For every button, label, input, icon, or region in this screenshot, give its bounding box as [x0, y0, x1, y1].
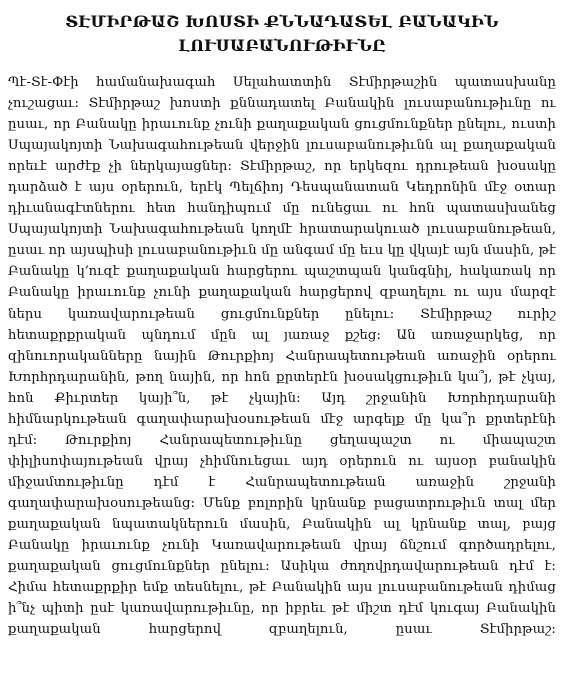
- article-body-paragraph: Պէ-Տէ-Փէի համանախագահ Սելահատտին Տէմիրթաշին պատասխանը չուշացաւ։ Տէմիրթաշ խոստի քննադատել Բանակին լուսաբանութիւնը ու ըսաւ, որ Բանակը իրաւունք չունի քաղաքական ցուցմունքներ ընելու, ուստի Սպայակոյտի Նախագահութեան վերջին լուսաբանութիւնն ալ քաղաքական որեւէ արժէք չի ներկայացներ։ Տէմիրթաշ, որ երկեզու դրութեան խօսակը դարձած է այս օրերուն, երէկ Պելճիոյ Դեսպանատան Կեդրոնին մէջ օտար դիւանագէտներու հետ հանդիպում մը ունեցաւ ու հոն պատասխանեց Սպայակոյտի Նախագահութեան կողմէ հրատարակուած լուսաբանութեան, ըսաւ որ այսպիսի լուսաբանութիւն մը անգամ մը եւս կը վկայէ այն մասին, թէ Բանակը կ՚ուզէ քաղաքական հարցերու պաշտպան կանգնիլ, հակառակ որ Բանակը իրաւունք չունի քաղաքական հարցերով զբաղելու ու այս մարզէ ներս կառավարութեան ցուցմունքներ ընելու։ Տէմիրթաշ ուրիշ հետաքրքրական պնդում մըն ալ յառաջ քշեց։ Ան առաջարկեց, որ զինուորականները նային Թուրքիոյ Հանրապետութեան առաջին օրերու Խորհրդարանին, թող նային, որ հոն քրտերէն խօսակցութիւն կա՞յ, թէ չկայ, հոն Քիւրտեր կայի՞ն, թէ չկային։ Այդ շրջանին Խորհրդարանի հիմնարկութեան գաղափարախօսութեան մէջ արգելք մը կա՞ր քրտերէնի դէմ։ Թուրքիոյ Հանրապետութիւնը ցեղապաշտ ու միապաշտ փիլիսոփայութեան վրայ չհիմնուեցաւ այդ օրերուն ու այսօր բանակին միջամտութիւնը դէմ է Հանրապետութեան առաջին շրջանի գաղափարախօսութեանց։ Մենք բոլորին կրնանք բացատրութիւն տալ մեր քաղաքական նպատակներուն մասին, Բանակին ալ կրնանք տալ, բայց Բանակը իրաւունք չունի Կառավարութեան վրայ ճնշում գործադրելու, քաղաքական ցուցմունքներ ընելու։ Ասիկա ժողովրդավարութեան դէմ է։ Հիմա հետաքրքիր եմք տեսնելու, թէ Բանակին այս լուսաբանութեան դիմաց ի՞նչ պիտի ըսէ կառավարութիւնը, որ իբրեւ թէ միշտ դէմ կուգայ Բանակին քաղաքական հարցերով զբաղելուն, ըսաւ Տէմիրթաշ։: [8, 75, 556, 638]
- article-title-line-2: ԼՈՒՍԱԲԱՆՈՒԹԻՒՆԸ: [178, 36, 386, 55]
- article-title: [8, 10, 556, 58]
- article-title-line-1: ՏԷՄԻՐԹԱՇ ԽՈՍՏԻ ՔՆՆԱԴԱՏԵԼ ԲԱՆԱԿԻՆ: [65, 12, 499, 31]
- article-body: [8, 72, 556, 640]
